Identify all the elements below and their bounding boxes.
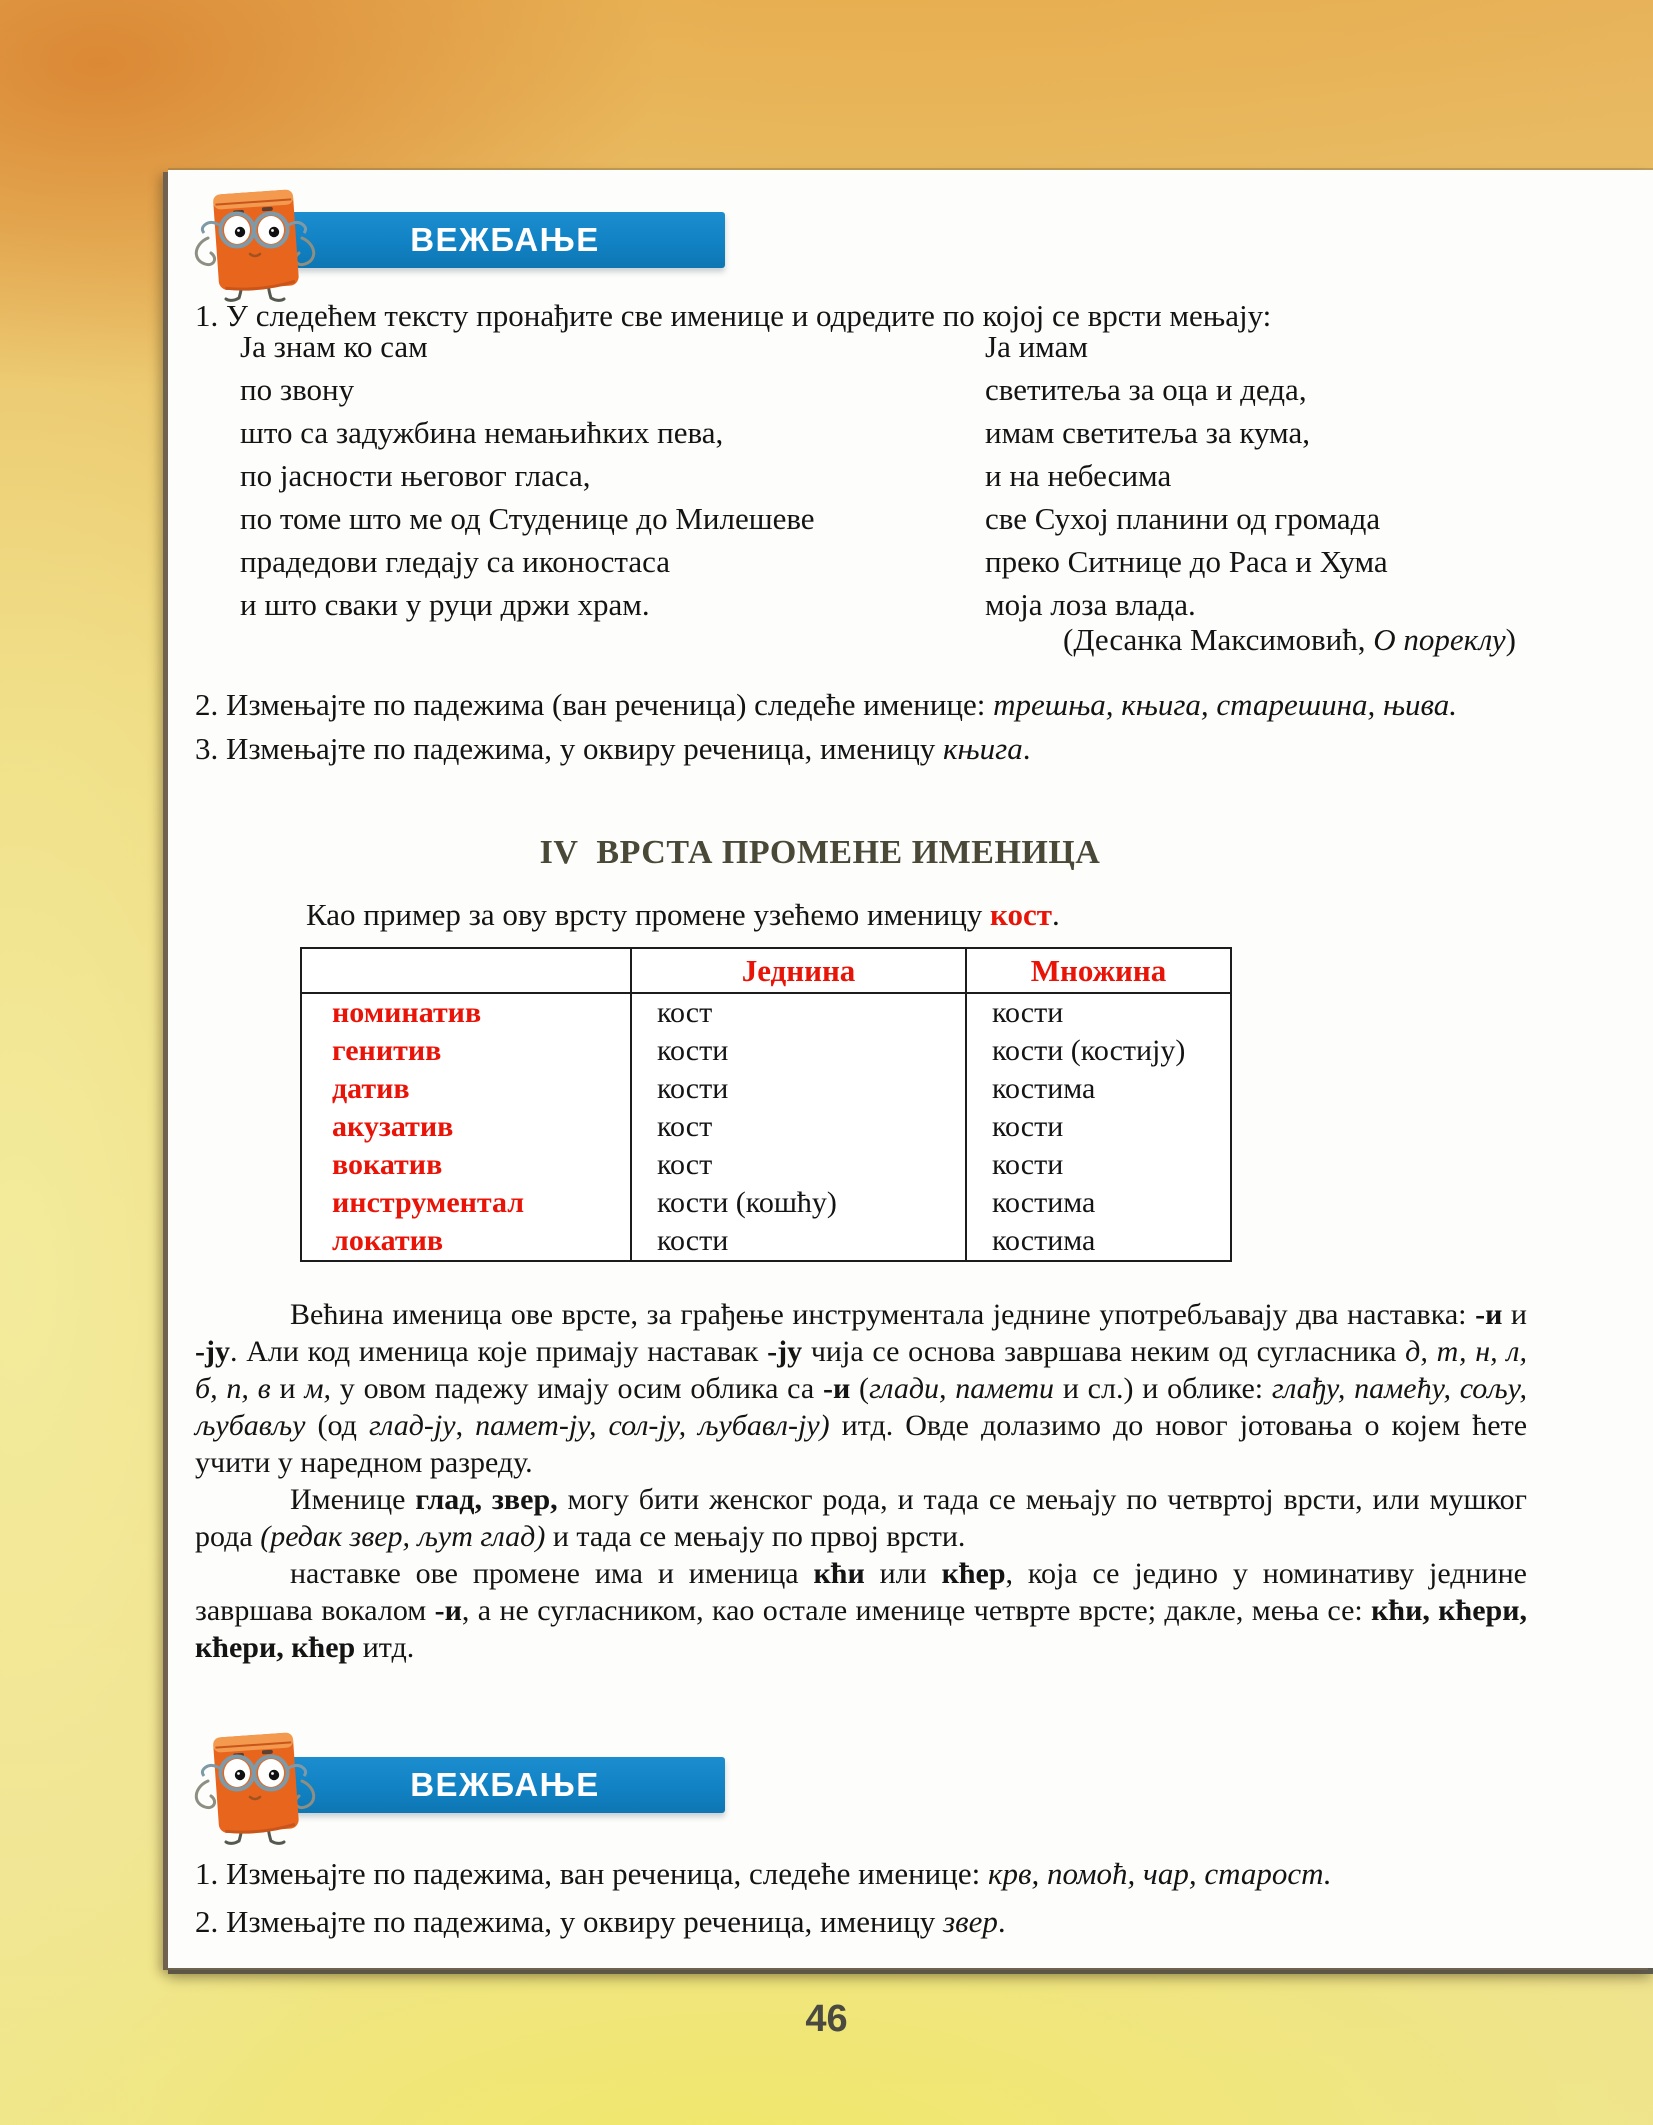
- paragraph-instrumental-endings: Већина именица ове врсте, за грађење инструментала једнине употребљавају два наставка: -и и -ју. Али код именица које примају наставак -ју чија се основа завршава неким од сугласника д, т, н, л, б, п, в и м, у овом падежу имају осим облика са -и (глади, памети и сл.) и облике: глађу, памећу, сољу, љубављу (од глад-ју, памет-ју, сол-ју, љубавл-ју) итд. Овде долазимо до новог јотовања о којем ћете учити у наредном разреду.: [195, 1298, 1528, 1479]
- book-mascot-icon: [188, 1721, 324, 1849]
- case-name-cell: инструментал: [302, 1184, 632, 1222]
- case-name-cell: локатив: [302, 1222, 632, 1260]
- practice-exercise-list: [195, 1850, 1332, 1946]
- singular-cell: кост: [632, 994, 967, 1032]
- plural-cell: костима: [992, 1224, 1096, 1257]
- plural-cell: кости: [992, 1110, 1064, 1143]
- poem-line: Ја знам ко сам: [240, 329, 428, 364]
- declension-row: [302, 1032, 1230, 1070]
- case-name-cell: датив: [302, 1070, 632, 1108]
- poem-line: што са задужбина немањићких пева,: [240, 415, 724, 450]
- table-header-row: [302, 949, 1230, 994]
- poem-line: преко Ситнице до Раса и Хума: [985, 544, 1388, 579]
- plural-cell: кости: [992, 1148, 1064, 1181]
- declension-table: [300, 947, 1232, 1262]
- plural-cell: кости (костију): [992, 1034, 1186, 1067]
- declension-row: [302, 1222, 1230, 1260]
- poem-line: по звону: [240, 372, 355, 407]
- declension-row: [302, 1070, 1230, 1108]
- poem-line: Ја имам: [985, 329, 1088, 364]
- exercise-3-text: 3. Измењајте по падежима, у оквиру реченица, именицу књига.: [195, 731, 1031, 766]
- singular-cell: кости: [632, 1070, 967, 1108]
- paragraph-kci-kcer: наставке ове промене има и именица кћи или кћер, која се једино у номинативу једнине завршава вокалом -и, а не сугласником, као остале именице четврте врсте; дакле, мења се: кћи, кћери, кћери, кћер итд.: [195, 1557, 1527, 1664]
- singular-cell: кости (кошћу): [632, 1184, 967, 1222]
- section-intro: Као пример за ову врсту промене узећемо именицу кост.: [306, 897, 1060, 932]
- plural-cell: костима: [992, 1186, 1096, 1219]
- plural-cell: костима: [992, 1072, 1096, 1105]
- case-name-cell: номинатив: [302, 994, 632, 1032]
- poem-line: прадедови гледају са иконостаса: [240, 544, 671, 579]
- case-name-cell: генитив: [302, 1032, 632, 1070]
- poem-line: моја лоза влада.: [985, 587, 1196, 622]
- poem-line: и на небесима: [985, 458, 1172, 493]
- table-column-header: Множина: [1030, 952, 1167, 988]
- poem-line: по јасности његовог гласа,: [240, 458, 591, 493]
- book-mascot-icon: [188, 178, 324, 306]
- poem-column-left: [240, 325, 815, 626]
- poem-column-right: [985, 325, 1388, 626]
- exercise-banner-bar: [285, 1757, 725, 1813]
- singular-cell: кост: [632, 1146, 967, 1184]
- textbook-page: [168, 170, 1653, 1968]
- declension-row: [302, 1108, 1230, 1146]
- table-corner-cell: [302, 949, 632, 992]
- practice-exercise-2: 2. Измењајте по падежима, у оквиру реченица, именицу звер.: [195, 1904, 1006, 1939]
- poem-line: и што сваки у руци држи храм.: [240, 587, 650, 622]
- poem-line: све Сухој планини од громада: [985, 501, 1381, 536]
- poem-attribution: (Десанка Максимовић, О пореклу): [1063, 622, 1516, 657]
- exercise-2-text: 2. Измењајте по падежима (ван реченица) следеће именице: трешња, књига, старешина, њива.: [195, 687, 1458, 722]
- singular-cell: кост: [632, 1108, 967, 1146]
- paragraph-glad-zver: Именице глад, звер, могу бити женског рода, и тада се мењају по четвртој врсти, или мушког рода (редак звер, љут глад) и тада се мењају по првој врсти.: [195, 1483, 1527, 1553]
- body-paragraphs: [195, 1296, 1527, 1666]
- declension-row: [302, 1146, 1230, 1184]
- page-number: 46: [805, 1998, 848, 2040]
- poem-line: по томе што ме од Студенице до Милешеве: [240, 501, 815, 536]
- exercise-banner-label: ВЕЖБАЊЕ: [410, 221, 600, 258]
- singular-cell: кости: [632, 1032, 967, 1070]
- exercise-banner-bar: [285, 212, 725, 268]
- section-heading: IV ВРСТА ПРОМЕНЕ ИМЕНИЦА: [539, 834, 1101, 871]
- exercise-banner-label: ВЕЖБАЊЕ: [410, 1766, 600, 1803]
- practice-exercise-1: 1. Измењајте по падежима, ван реченица, следеће именице: крв, помоћ, чар, старост.: [195, 1856, 1332, 1891]
- poem-line: имам светитеља за кума,: [985, 415, 1310, 450]
- declension-row: [302, 994, 1230, 1032]
- declension-row: [302, 1184, 1230, 1222]
- poem-line: светитеља за оца и деда,: [985, 372, 1307, 407]
- case-name-cell: вокатив: [302, 1146, 632, 1184]
- plural-cell: кости: [992, 996, 1064, 1029]
- singular-cell: кости: [632, 1222, 967, 1260]
- exercise-list: [195, 683, 1525, 771]
- case-name-cell: акузатив: [302, 1108, 632, 1146]
- exercise-1-intro: 1. У следећем тексту пронађите све именице и одредите по којој се врсти мењају:: [195, 298, 1272, 333]
- table-column-header: Једнина: [632, 949, 967, 992]
